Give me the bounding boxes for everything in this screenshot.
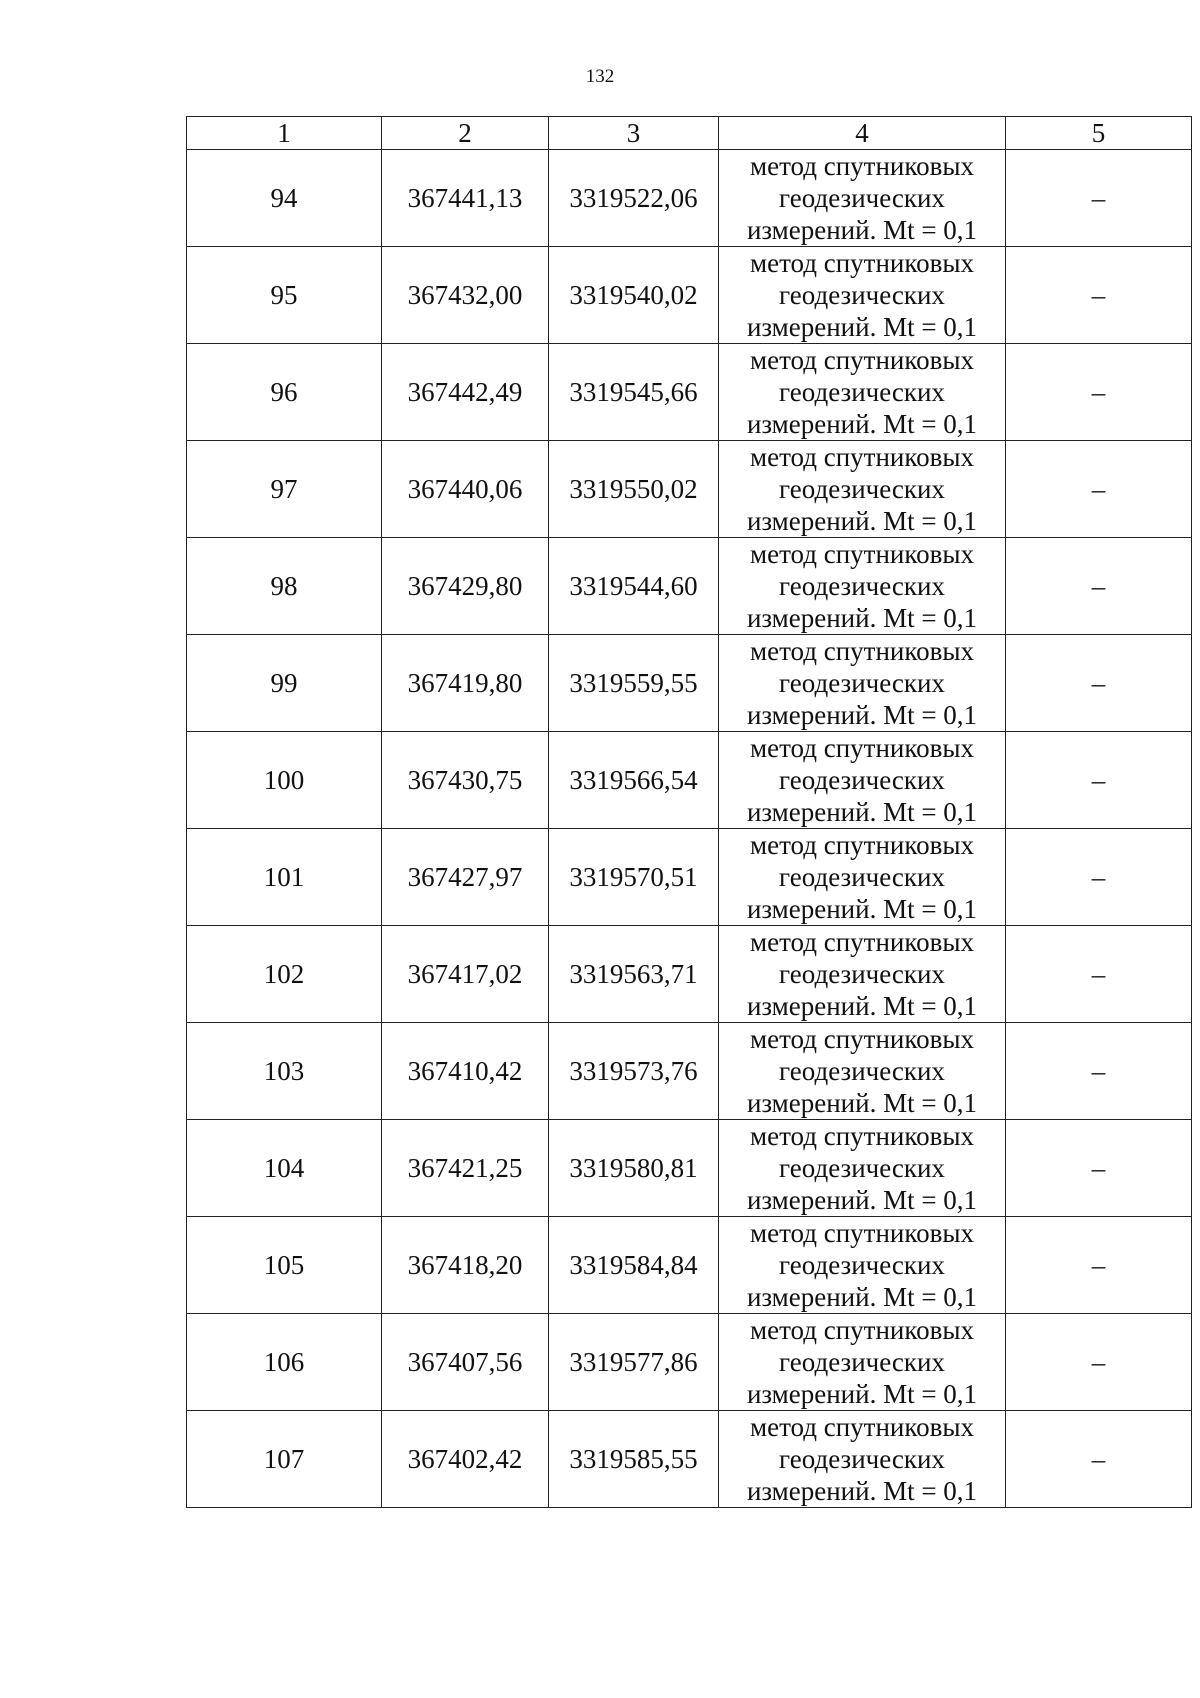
method-line: геодезических — [779, 377, 945, 407]
method-line: измерений. Mt = 0,1 — [746, 991, 978, 1021]
note-cell: – — [1006, 635, 1192, 732]
note-cell: – — [1006, 1023, 1192, 1120]
y-coordinate-cell: 3319540,02 — [549, 247, 719, 344]
method-line: геодезических — [779, 765, 945, 795]
method-line: метод спутниковых — [750, 151, 974, 181]
x-coordinate-cell: 367427,97 — [382, 829, 549, 926]
x-coordinate-cell: 367417,02 — [382, 926, 549, 1023]
x-coordinate-cell: 367441,13 — [382, 150, 549, 247]
table-row — [187, 538, 1192, 635]
y-coordinate-cell: 3319577,86 — [549, 1314, 719, 1411]
method-line: измерений. Mt = 0,1 — [746, 700, 978, 730]
method-cell — [719, 538, 1006, 635]
table-row — [187, 1314, 1192, 1411]
method-cell — [719, 344, 1006, 441]
y-coordinate-cell: 3319522,06 — [549, 150, 719, 247]
note-cell: – — [1006, 829, 1192, 926]
note-cell: – — [1006, 1411, 1192, 1508]
note-cell: – — [1006, 1314, 1192, 1411]
method-line: измерений. Mt = 0,1 — [746, 1379, 978, 1409]
note-cell: – — [1006, 926, 1192, 1023]
method-line: измерений. Mt = 0,1 — [746, 1282, 978, 1312]
x-coordinate-cell: 367402,42 — [382, 1411, 549, 1508]
method-cell — [719, 1120, 1006, 1217]
y-coordinate-cell: 3319584,84 — [549, 1217, 719, 1314]
table-row — [187, 150, 1192, 247]
header-col-4: 4 — [719, 117, 1006, 150]
point-number-cell: 103 — [187, 1023, 382, 1120]
method-cell — [719, 441, 1006, 538]
method-cell — [719, 1217, 1006, 1314]
method-line: геодезических — [779, 183, 945, 213]
method-cell — [719, 635, 1006, 732]
point-number-cell: 99 — [187, 635, 382, 732]
note-cell: – — [1006, 732, 1192, 829]
method-line: измерений. Mt = 0,1 — [746, 1088, 978, 1118]
note-cell: – — [1006, 344, 1192, 441]
method-line: метод спутниковых — [750, 733, 974, 763]
method-line: метод спутниковых — [750, 345, 974, 375]
point-number-cell: 107 — [187, 1411, 382, 1508]
table-row — [187, 635, 1192, 732]
method-line: измерений. Mt = 0,1 — [746, 1476, 978, 1506]
method-line: измерений. Mt = 0,1 — [746, 603, 978, 633]
method-cell — [719, 150, 1006, 247]
point-number-cell: 100 — [187, 732, 382, 829]
method-line: метод спутниковых — [750, 442, 974, 472]
method-line: геодезических — [779, 1347, 945, 1377]
y-coordinate-cell: 3319580,81 — [549, 1120, 719, 1217]
table-row — [187, 926, 1192, 1023]
y-coordinate-cell: 3319566,54 — [549, 732, 719, 829]
y-coordinate-cell: 3319544,60 — [549, 538, 719, 635]
note-cell: – — [1006, 150, 1192, 247]
method-cell — [719, 829, 1006, 926]
point-number-cell: 96 — [187, 344, 382, 441]
method-line: измерений. Mt = 0,1 — [746, 409, 978, 439]
point-number-cell: 101 — [187, 829, 382, 926]
method-line: измерений. Mt = 0,1 — [746, 506, 978, 536]
method-line: метод спутниковых — [750, 636, 974, 666]
method-line: измерений. Mt = 0,1 — [746, 894, 978, 924]
x-coordinate-cell: 367442,49 — [382, 344, 549, 441]
method-line: измерений. Mt = 0,1 — [746, 797, 978, 827]
method-line: геодезических — [779, 1153, 945, 1183]
method-line: метод спутниковых — [750, 830, 974, 860]
note-cell: – — [1006, 1217, 1192, 1314]
table-row — [187, 344, 1192, 441]
x-coordinate-cell: 367430,75 — [382, 732, 549, 829]
x-coordinate-cell: 367419,80 — [382, 635, 549, 732]
x-coordinate-cell: 367429,80 — [382, 538, 549, 635]
header-col-3: 3 — [549, 117, 719, 150]
method-line: геодезических — [779, 474, 945, 504]
note-cell: – — [1006, 1120, 1192, 1217]
y-coordinate-cell: 3319570,51 — [549, 829, 719, 926]
method-line: метод спутниковых — [750, 1218, 974, 1248]
point-number-cell: 106 — [187, 1314, 382, 1411]
x-coordinate-cell: 367407,56 — [382, 1314, 549, 1411]
header-col-2: 2 — [382, 117, 549, 150]
point-number-cell: 104 — [187, 1120, 382, 1217]
y-coordinate-cell: 3319585,55 — [549, 1411, 719, 1508]
y-coordinate-cell: 3319545,66 — [549, 344, 719, 441]
table-row — [187, 732, 1192, 829]
header-col-5: 5 — [1006, 117, 1192, 150]
coordinates-table — [186, 116, 1192, 1508]
method-line: геодезических — [779, 1444, 945, 1474]
table-row — [187, 1120, 1192, 1217]
y-coordinate-cell: 3319550,02 — [549, 441, 719, 538]
page-number: 132 — [585, 66, 615, 87]
note-cell: – — [1006, 247, 1192, 344]
table-header-row — [187, 117, 1192, 150]
table-body — [187, 150, 1192, 1508]
note-cell: – — [1006, 538, 1192, 635]
method-cell — [719, 247, 1006, 344]
method-line: геодезических — [779, 862, 945, 892]
x-coordinate-cell: 367440,06 — [382, 441, 549, 538]
note-cell: – — [1006, 441, 1192, 538]
method-line: метод спутниковых — [750, 1121, 974, 1151]
x-coordinate-cell: 367421,25 — [382, 1120, 549, 1217]
point-number-cell: 105 — [187, 1217, 382, 1314]
method-cell — [719, 1314, 1006, 1411]
method-line: геодезических — [779, 571, 945, 601]
point-number-cell: 95 — [187, 247, 382, 344]
table-row — [187, 1411, 1192, 1508]
y-coordinate-cell: 3319573,76 — [549, 1023, 719, 1120]
x-coordinate-cell: 367418,20 — [382, 1217, 549, 1314]
method-line: метод спутниковых — [750, 248, 974, 278]
method-line: геодезических — [779, 280, 945, 310]
method-line: метод спутниковых — [750, 1412, 974, 1442]
point-number-cell: 102 — [187, 926, 382, 1023]
method-line: геодезических — [779, 1250, 945, 1280]
method-line: измерений. Mt = 0,1 — [746, 312, 978, 342]
point-number-cell: 94 — [187, 150, 382, 247]
method-line: измерений. Mt = 0,1 — [746, 1185, 978, 1215]
method-line: измерений. Mt = 0,1 — [746, 215, 978, 245]
method-line: геодезических — [779, 668, 945, 698]
header-col-1: 1 — [187, 117, 382, 150]
y-coordinate-cell: 3319563,71 — [549, 926, 719, 1023]
method-line: метод спутниковых — [750, 1024, 974, 1054]
method-line: метод спутниковых — [750, 539, 974, 569]
method-line: метод спутниковых — [750, 927, 974, 957]
method-line: геодезических — [779, 1056, 945, 1086]
method-cell — [719, 732, 1006, 829]
method-cell — [719, 1411, 1006, 1508]
table-row — [187, 829, 1192, 926]
method-line: метод спутниковых — [750, 1315, 974, 1345]
method-cell — [719, 926, 1006, 1023]
y-coordinate-cell: 3319559,55 — [549, 635, 719, 732]
table-row — [187, 247, 1192, 344]
x-coordinate-cell: 367432,00 — [382, 247, 549, 344]
table-row — [187, 1217, 1192, 1314]
x-coordinate-cell: 367410,42 — [382, 1023, 549, 1120]
table-row — [187, 1023, 1192, 1120]
table-row — [187, 441, 1192, 538]
point-number-cell: 97 — [187, 441, 382, 538]
method-line: геодезических — [779, 959, 945, 989]
point-number-cell: 98 — [187, 538, 382, 635]
method-cell — [719, 1023, 1006, 1120]
